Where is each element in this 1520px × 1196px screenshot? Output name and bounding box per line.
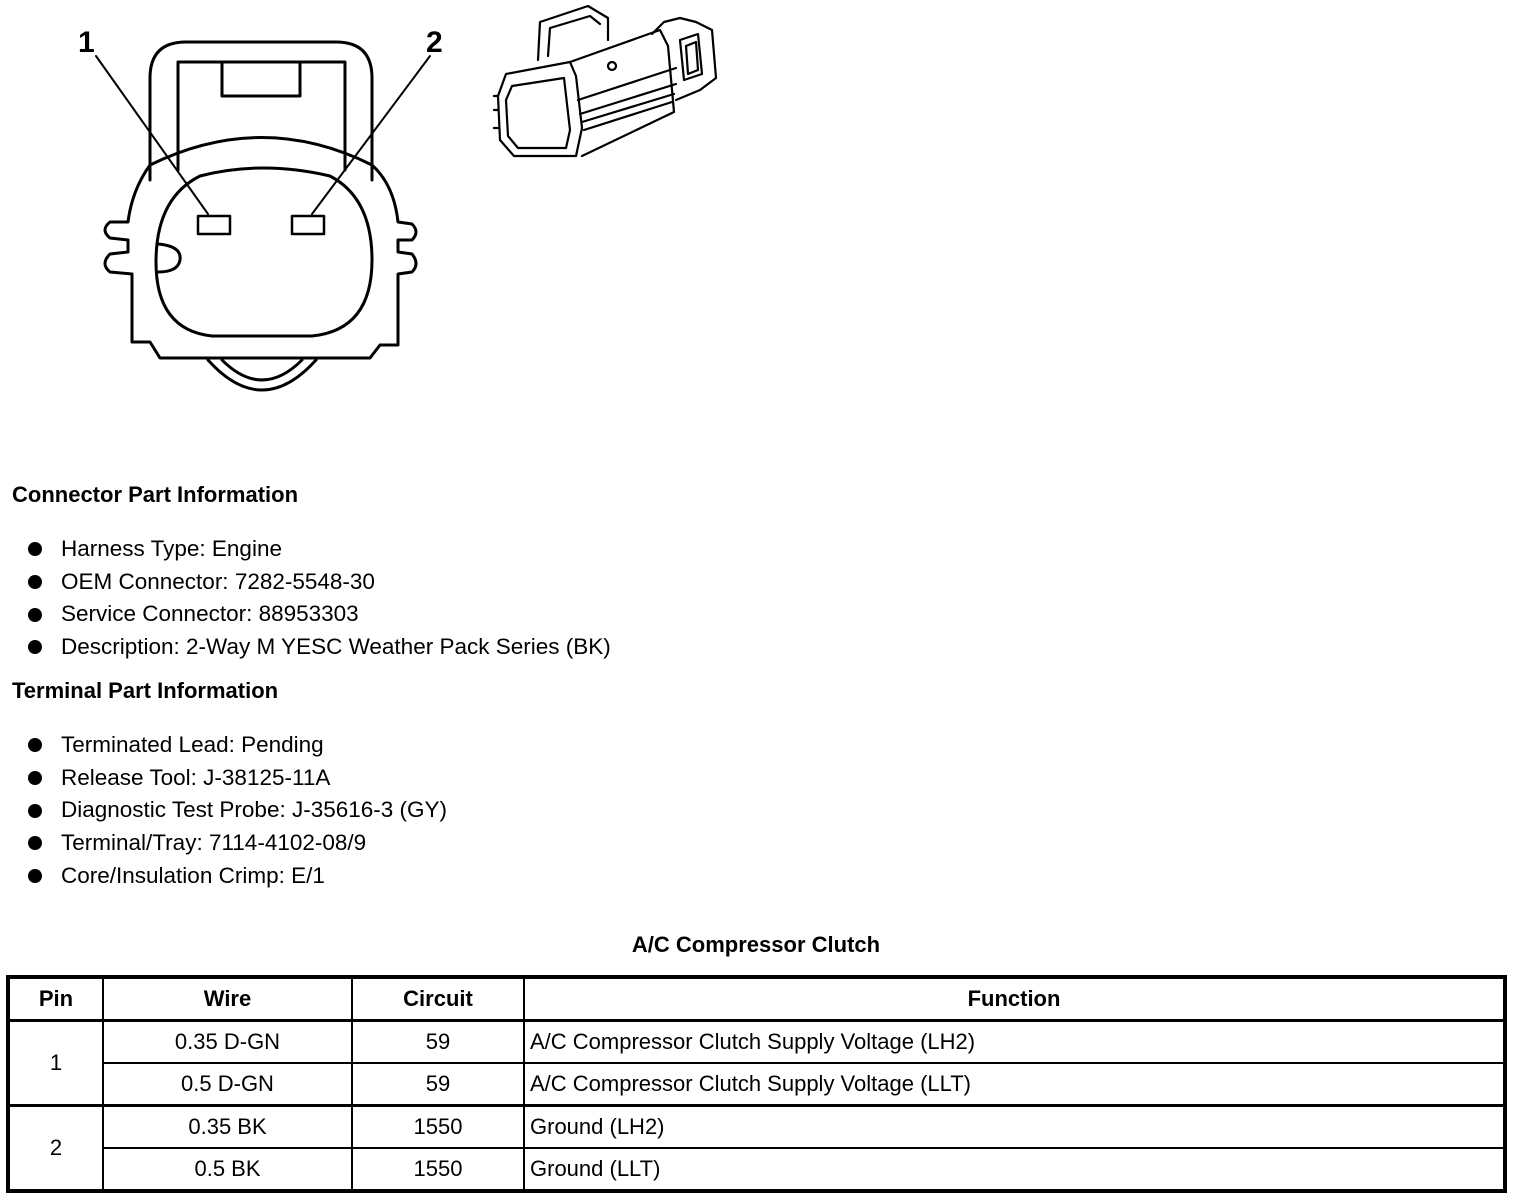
circuit-cell: 1550	[352, 1106, 524, 1149]
table-row	[8, 1106, 1505, 1149]
bullet-icon	[28, 542, 42, 556]
list-item: Diagnostic Test Probe: J-35616-3 (GY)	[28, 794, 447, 827]
bullet-icon	[28, 836, 42, 850]
list-item: Core/Insulation Crimp: E/1	[28, 860, 447, 893]
bullet-icon	[28, 608, 42, 622]
bullet-icon	[28, 738, 42, 752]
connector-diagram	[0, 0, 760, 420]
wire-cell: 0.35 BK	[103, 1106, 352, 1149]
pin-column-header: Pin	[8, 977, 103, 1021]
terminal-part-info-list	[28, 729, 447, 892]
wire-cell: 0.5 D-GN	[103, 1063, 352, 1106]
wire-cell: 0.5 BK	[103, 1148, 352, 1191]
table-header-row	[8, 977, 1505, 1021]
pin-1-cavity	[198, 216, 230, 234]
function-cell: A/C Compressor Clutch Supply Voltage (LLT)	[524, 1063, 1505, 1106]
pinout-table	[6, 975, 1507, 1193]
function-cell: Ground (LH2)	[524, 1106, 1505, 1149]
table-row	[8, 1063, 1505, 1106]
circuit-cell: 1550	[352, 1148, 524, 1191]
list-item: Release Tool: J-38125-11A	[28, 762, 447, 795]
connector-face-view	[96, 42, 430, 390]
pin-1-callout: 1	[78, 26, 95, 59]
circuit-cell: 59	[352, 1063, 524, 1106]
function-cell: A/C Compressor Clutch Supply Voltage (LH2)	[524, 1021, 1505, 1064]
table-row	[8, 1021, 1505, 1064]
list-item: Terminal/Tray: 7114-4102-08/9	[28, 827, 447, 860]
bullet-icon	[28, 771, 42, 785]
circuit-cell: 59	[352, 1021, 524, 1064]
function-column-header: Function	[524, 977, 1505, 1021]
pin-2-callout: 2	[426, 26, 443, 59]
list-item: OEM Connector: 7282-5548-30	[28, 566, 611, 599]
connector-part-info-heading: Connector Part Information	[12, 482, 299, 507]
wire-column-header: Wire	[103, 977, 352, 1021]
bullet-icon	[28, 640, 42, 654]
connector-isometric-view	[494, 6, 716, 156]
wire-cell: 0.35 D-GN	[103, 1021, 352, 1064]
table-row	[8, 1148, 1505, 1191]
list-item: Harness Type: Engine	[28, 533, 611, 566]
pin-cell: 1	[8, 1021, 103, 1106]
list-item: Terminated Lead: Pending	[28, 729, 447, 762]
connector-part-info-list	[28, 533, 611, 664]
table-title: A/C Compressor Clutch	[631, 932, 881, 957]
bullet-icon	[28, 804, 42, 818]
bullet-icon	[28, 869, 42, 883]
terminal-part-info-heading: Terminal Part Information	[12, 678, 279, 703]
bullet-icon	[28, 575, 42, 589]
pin-2-cavity	[292, 216, 324, 234]
function-cell: Ground (LLT)	[524, 1148, 1505, 1191]
list-item: Description: 2-Way M YESC Weather Pack Series (BK)	[28, 631, 611, 664]
pin-cell: 2	[8, 1106, 103, 1192]
list-item: Service Connector: 88953303	[28, 598, 611, 631]
circuit-column-header: Circuit	[352, 977, 524, 1021]
